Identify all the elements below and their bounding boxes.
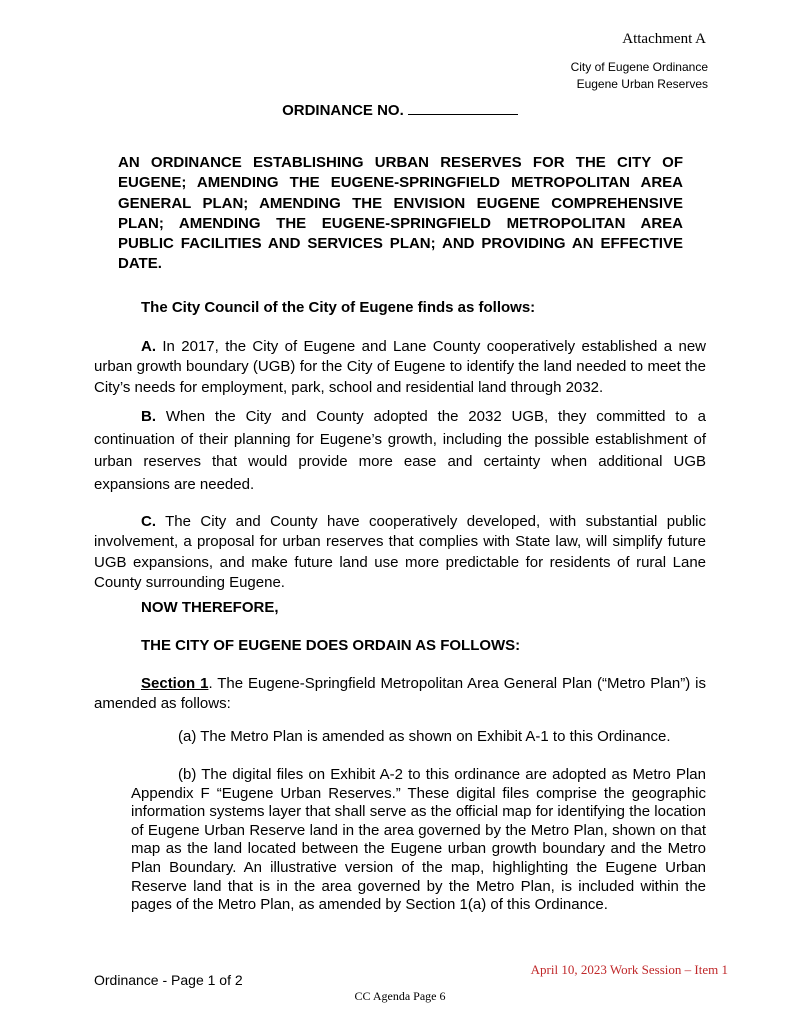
section-1	[94, 674, 706, 715]
ordinance-title-text: ORDINANCE NO.	[282, 102, 404, 119]
agenda-page: CC Agenda Page 6	[354, 989, 446, 1003]
finding-b-text: When the City and County adopted the 2032 UGB, they committed to a continuation of their planning for Eugene’s growth, including the possible establishment of urban reserves that would provide more ease and certainty when additional UGB expansions are needed.	[94, 408, 706, 493]
finding-a	[94, 337, 706, 398]
ordain-statement: THE CITY OF EUGENE DOES ORDAIN AS FOLLOWS:	[141, 637, 521, 654]
now-therefore: NOW THEREFORE,	[141, 599, 279, 616]
section-1-text: . The Eugene-Springfield Metropolitan Area General Plan (“Metro Plan”) is amended as follows:	[94, 675, 706, 713]
findings-intro: The City Council of the City of Eugene finds as follows:	[141, 299, 536, 316]
header-subject-label: Eugene Urban Reserves	[576, 77, 708, 91]
header-ordinance-label: City of Eugene Ordinance	[570, 60, 708, 74]
finding-b-label: B.	[141, 408, 156, 425]
section-1-b: (b) The digital files on Exhibit A-2 to this ordinance are adopted as Metro Plan Appendix F “Eugene Urban Reserves.” These digital files comprise the geographic information systems layer that shall serve as the official map for identifying the location of Eugene Urban Reserve land in the area governed by the Metro Plan, shown on that map as the land located between the Eugene urban growth boundary and the Metro Plan Boundary. An illustrative version of the map, highlighting the Eugene Urban Reserve land that is in the area governed by the Metro Plan, is included within the pages of the Metro Plan, as amended by Section 1(a) of this Ordinance.	[131, 766, 706, 914]
finding-b	[94, 406, 706, 496]
section-1-label: Section 1	[141, 675, 209, 692]
footer-page-number: Ordinance - Page 1 of 2	[94, 972, 243, 988]
work-session-stamp: April 10, 2023 Work Session – Item 1	[530, 962, 728, 977]
ordinance-number-blank	[408, 101, 518, 115]
finding-c-label: C.	[141, 513, 156, 530]
finding-a-text: In 2017, the City of Eugene and Lane County cooperatively established a new urban growth boundary (UGB) for the City of Eugene to identify the land needed to meet the City’s needs for employment, park, school and residential land through 2032.	[94, 338, 706, 396]
ordinance-caption: AN ORDINANCE ESTABLISHING URBAN RESERVES FOR THE CITY OF EUGENE; AMENDING THE EUGENE-SPRINGFIELD METROPOLITAN AREA GENERAL PLAN; AMENDING THE ENVISION EUGENE COMPREHENSIVE PLAN; AMENDING THE EUGENE-SPRINGFIELD METROPOLITAN AREA PUBLIC FACILITIES AND SERVICES PLAN; AND PROVIDING AN EFFECTIVE DATE.	[118, 154, 683, 273]
ordinance-title	[0, 101, 800, 119]
finding-c-text: The City and County have cooperatively developed, with substantial public involvement, a proposal for urban reserves that complies with State law, will simplify future UGB expansions, and make future land use more predictable for residents of rural Lane County surrounding Eugene.	[94, 513, 706, 591]
finding-c	[94, 512, 706, 593]
finding-a-label: A.	[141, 338, 156, 355]
attachment-label: Attachment A	[622, 31, 706, 47]
section-1-a: (a) The Metro Plan is amended as shown on Exhibit A-1 to this Ordinance.	[178, 728, 671, 745]
